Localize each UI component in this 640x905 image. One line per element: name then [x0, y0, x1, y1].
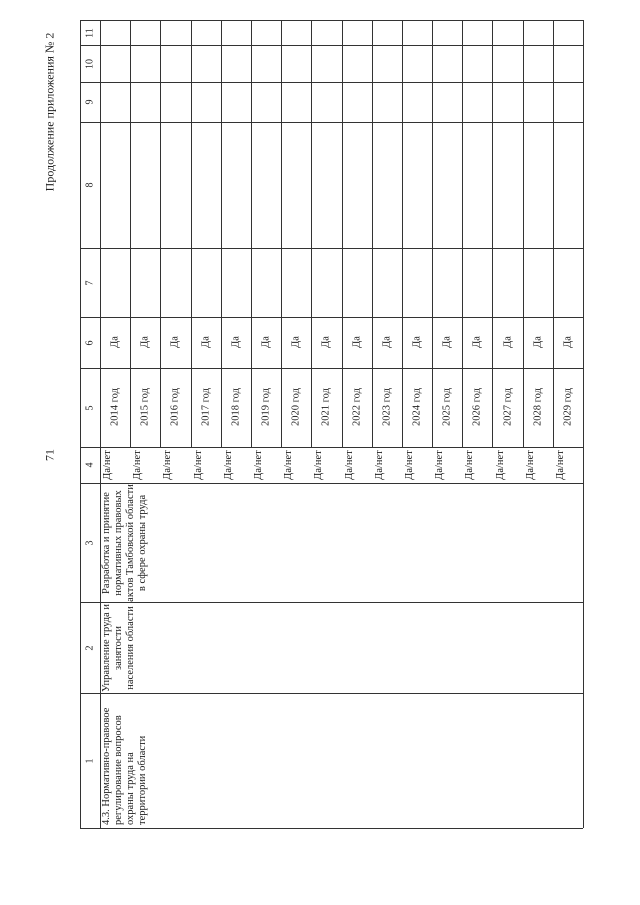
unit-cell: Да/нет — [373, 450, 385, 480]
table-row-border — [130, 20, 131, 447]
value-cell: Да — [320, 336, 332, 348]
table-row-border — [311, 20, 312, 447]
year-cell: 2017 год — [200, 388, 212, 426]
table-row-border — [191, 20, 192, 447]
year-cell: 2025 год — [441, 388, 453, 426]
column-number-4: 4 — [84, 462, 96, 468]
appendix-note: Продолжение приложения № 2 — [42, 32, 57, 192]
column-number-2: 2 — [84, 645, 96, 650]
table-row-border — [462, 20, 463, 447]
unit-cell: Да/нет — [403, 450, 415, 480]
unit-cell: Да/нет — [524, 450, 536, 480]
value-cell: Да — [471, 336, 483, 348]
table-column-border — [80, 248, 583, 249]
table-column-border — [80, 82, 583, 83]
year-cell: 2028 год — [532, 388, 544, 426]
unit-cell: Да/нет — [162, 450, 174, 480]
column-number-9: 9 — [84, 99, 96, 105]
value-cell: Да — [351, 336, 363, 348]
column-number-6: 6 — [84, 340, 96, 345]
year-cell: 2014 год — [109, 388, 121, 426]
value-cell: Да — [562, 336, 574, 348]
value-cell: Да — [230, 336, 242, 348]
year-cell: 2015 год — [139, 388, 151, 426]
value-cell: Да — [441, 336, 453, 348]
year-cell: 2024 год — [411, 388, 423, 426]
year-cell: 2021 год — [320, 388, 332, 426]
year-cell: 2026 год — [471, 388, 483, 426]
table-column-border — [80, 602, 583, 603]
table-column-border — [80, 317, 583, 318]
table-column-border — [80, 828, 583, 829]
column-number-10: 10 — [84, 58, 96, 69]
unit-cell: Да/нет — [192, 450, 204, 480]
unit-cell: Да/нет — [102, 450, 114, 480]
table-row-border — [251, 20, 252, 447]
year-cell: 2016 год — [169, 388, 181, 426]
column-number-8: 8 — [84, 182, 96, 188]
value-cell: Да — [532, 336, 544, 348]
table-row-border — [221, 20, 222, 447]
year-cell: 2023 год — [381, 388, 393, 426]
responsible-cell: Управление труда и занятости населения области — [101, 604, 136, 692]
value-cell: Да — [502, 336, 514, 348]
year-cell: 2022 год — [351, 388, 363, 426]
value-cell: Да — [290, 336, 302, 348]
table-row-border — [372, 20, 373, 447]
unit-cell: Да/нет — [222, 450, 234, 480]
year-cell: 2020 год — [290, 388, 302, 426]
table-row-border — [402, 20, 403, 447]
page-number: 71 — [42, 449, 57, 461]
activity-cell: Разработка и принятие нормативных правовых актов Тамбовской области в сфере охраны труда — [101, 484, 148, 602]
value-cell: Да — [381, 336, 393, 348]
table-row-border — [160, 20, 161, 447]
unit-cell: Да/нет — [343, 450, 355, 480]
year-cell: 2029 год — [562, 388, 574, 426]
unit-cell: Да/нет — [494, 450, 506, 480]
unit-cell: Да/нет — [464, 450, 476, 480]
indicator-cell: 4.3. Нормативно-правовое регулирование вопросов охраны труда на территории области — [101, 707, 148, 825]
table-column-border — [80, 693, 583, 694]
table-row-border — [583, 20, 584, 828]
year-cell: 2027 год — [502, 388, 514, 426]
value-cell: Да — [260, 336, 272, 348]
table-row-border — [281, 20, 282, 447]
column-number-1: 1 — [84, 758, 96, 763]
table-row-border — [553, 20, 554, 447]
column-number-11: 11 — [84, 27, 96, 38]
column-number-3: 3 — [84, 540, 96, 545]
year-cell: 2019 год — [260, 388, 272, 426]
column-number-7: 7 — [84, 280, 96, 285]
unit-cell: Да/нет — [283, 450, 295, 480]
table-column-border — [80, 20, 583, 21]
table-row-border — [523, 20, 524, 447]
value-cell: Да — [169, 336, 181, 348]
table-row-border — [80, 20, 81, 828]
value-cell: Да — [200, 336, 212, 348]
table-column-border — [80, 122, 583, 123]
table-column-border — [80, 45, 583, 46]
table-row-border — [432, 20, 433, 447]
value-cell: Да — [139, 336, 151, 348]
unit-cell: Да/нет — [253, 450, 265, 480]
table-row-border — [492, 20, 493, 447]
unit-cell: Да/нет — [132, 450, 144, 480]
table-row-border — [342, 20, 343, 447]
value-cell: Да — [109, 336, 121, 348]
table-column-border — [80, 368, 583, 369]
unit-cell: Да/нет — [313, 450, 325, 480]
year-cell: 2018 год — [230, 388, 242, 426]
unit-cell: Да/нет — [434, 450, 446, 480]
value-cell: Да — [411, 336, 423, 348]
column-number-5: 5 — [84, 405, 96, 410]
unit-cell: Да/нет — [554, 450, 566, 480]
